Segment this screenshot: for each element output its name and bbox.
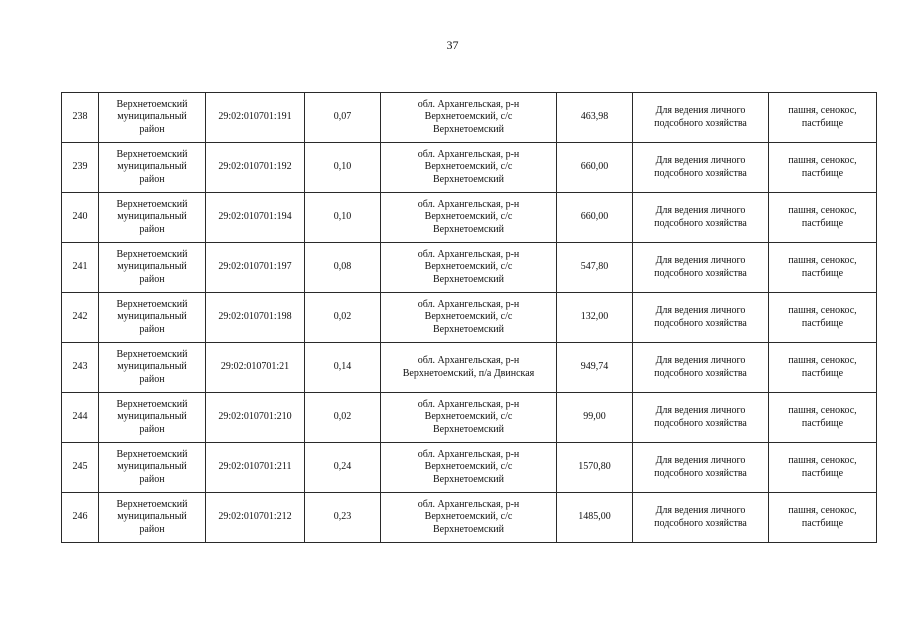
address-cell: обл. Архангельская, р-н Верхнетоемский, с/с Верхнетоемский	[381, 443, 557, 493]
district-cell: Верхнетоемский муниципальный район	[99, 243, 206, 293]
cadastral-number-cell: 29:02:010701:211	[206, 443, 305, 493]
area-cell: 0,02	[305, 293, 381, 343]
cadastral-number-cell: 29:02:010701:192	[206, 143, 305, 193]
district-cell: Верхнетоемский муниципальный район	[99, 143, 206, 193]
district-cell: Верхнетоемский муниципальный район	[99, 393, 206, 443]
row-number-cell: 240	[62, 193, 99, 243]
district-cell: Верхнетоемский муниципальный район	[99, 443, 206, 493]
land-use-cell: пашня, сенокос, пастбище	[769, 393, 877, 443]
value-cell: 660,00	[557, 193, 633, 243]
purpose-cell: Для ведения личного подсобного хозяйства	[633, 143, 769, 193]
row-number-cell: 244	[62, 393, 99, 443]
table-row	[62, 293, 877, 343]
area-cell: 0,07	[305, 93, 381, 143]
address-cell: обл. Архангельская, р-н Верхнетоемский, с/с Верхнетоемский	[381, 193, 557, 243]
row-number-cell: 246	[62, 493, 99, 543]
purpose-cell: Для ведения личного подсобного хозяйства	[633, 93, 769, 143]
land-use-cell: пашня, сенокос, пастбище	[769, 443, 877, 493]
district-cell: Верхнетоемский муниципальный район	[99, 93, 206, 143]
address-cell: обл. Архангельская, р-н Верхнетоемский, с/с Верхнетоемский	[381, 493, 557, 543]
district-cell: Верхнетоемский муниципальный район	[99, 193, 206, 243]
address-cell: обл. Архангельская, р-н Верхнетоемский, с/с Верхнетоемский	[381, 393, 557, 443]
land-plots-table	[61, 92, 877, 543]
purpose-cell: Для ведения личного подсобного хозяйства	[633, 393, 769, 443]
address-cell: обл. Архангельская, р-н Верхнетоемский, с/с Верхнетоемский	[381, 293, 557, 343]
row-number-cell: 242	[62, 293, 99, 343]
purpose-cell: Для ведения личного подсобного хозяйства	[633, 443, 769, 493]
area-cell: 0,02	[305, 393, 381, 443]
district-cell: Верхнетоемский муниципальный район	[99, 293, 206, 343]
address-cell: обл. Архангельская, р-н Верхнетоемский, п/а Двинская	[381, 343, 557, 393]
cadastral-number-cell: 29:02:010701:212	[206, 493, 305, 543]
table-row	[62, 393, 877, 443]
cadastral-number-cell: 29:02:010701:21	[206, 343, 305, 393]
district-cell: Верхнетоемский муниципальный район	[99, 343, 206, 393]
value-cell: 463,98	[557, 93, 633, 143]
value-cell: 949,74	[557, 343, 633, 393]
value-cell: 547,80	[557, 243, 633, 293]
purpose-cell: Для ведения личного подсобного хозяйства	[633, 343, 769, 393]
row-number-cell: 245	[62, 443, 99, 493]
land-use-cell: пашня, сенокос, пастбище	[769, 293, 877, 343]
row-number-cell: 241	[62, 243, 99, 293]
purpose-cell: Для ведения личного подсобного хозяйства	[633, 243, 769, 293]
address-cell: обл. Архангельская, р-н Верхнетоемский, с/с Верхнетоемский	[381, 243, 557, 293]
land-use-cell: пашня, сенокос, пастбище	[769, 193, 877, 243]
value-cell: 1485,00	[557, 493, 633, 543]
area-cell: 0,14	[305, 343, 381, 393]
area-cell: 0,23	[305, 493, 381, 543]
page-number: 37	[446, 38, 459, 52]
area-cell: 0,10	[305, 193, 381, 243]
district-cell: Верхнетоемский муниципальный район	[99, 493, 206, 543]
area-cell: 0,10	[305, 143, 381, 193]
table-row	[62, 193, 877, 243]
table-row	[62, 243, 877, 293]
address-cell: обл. Архангельская, р-н Верхнетоемский, с/с Верхнетоемский	[381, 93, 557, 143]
row-number-cell: 238	[62, 93, 99, 143]
land-use-cell: пашня, сенокос, пастбище	[769, 493, 877, 543]
area-cell: 0,24	[305, 443, 381, 493]
value-cell: 1570,80	[557, 443, 633, 493]
purpose-cell: Для ведения личного подсобного хозяйства	[633, 493, 769, 543]
area-cell: 0,08	[305, 243, 381, 293]
value-cell: 660,00	[557, 143, 633, 193]
cadastral-number-cell: 29:02:010701:191	[206, 93, 305, 143]
purpose-cell: Для ведения личного подсобного хозяйства	[633, 193, 769, 243]
cadastral-number-cell: 29:02:010701:197	[206, 243, 305, 293]
land-use-cell: пашня, сенокос, пастбище	[769, 93, 877, 143]
table-row	[62, 93, 877, 143]
cadastral-number-cell: 29:02:010701:210	[206, 393, 305, 443]
table-row	[62, 443, 877, 493]
row-number-cell: 239	[62, 143, 99, 193]
land-use-cell: пашня, сенокос, пастбище	[769, 343, 877, 393]
value-cell: 99,00	[557, 393, 633, 443]
cadastral-number-cell: 29:02:010701:198	[206, 293, 305, 343]
table-row	[62, 343, 877, 393]
land-use-cell: пашня, сенокос, пастбище	[769, 143, 877, 193]
table-row	[62, 493, 877, 543]
row-number-cell: 243	[62, 343, 99, 393]
value-cell: 132,00	[557, 293, 633, 343]
cadastral-number-cell: 29:02:010701:194	[206, 193, 305, 243]
land-use-cell: пашня, сенокос, пастбище	[769, 243, 877, 293]
table-body	[62, 93, 877, 543]
purpose-cell: Для ведения личного подсобного хозяйства	[633, 293, 769, 343]
table-row	[62, 143, 877, 193]
address-cell: обл. Архангельская, р-н Верхнетоемский, с/с Верхнетоемский	[381, 143, 557, 193]
